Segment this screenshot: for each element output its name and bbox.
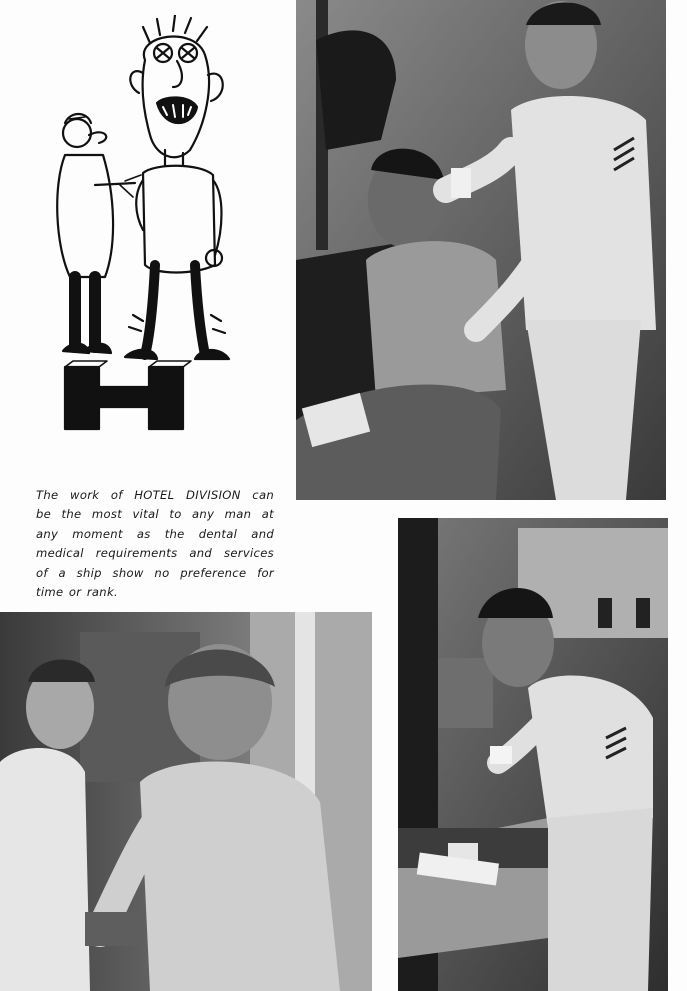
photo-dental-office xyxy=(0,612,372,991)
caption-line: of a ship show no preference for xyxy=(36,565,274,580)
caption-line: be the most vital to any man at xyxy=(36,507,274,522)
caption-text xyxy=(36,486,274,602)
photo-sick-bay-treatment-image xyxy=(296,0,666,500)
caption-line: The work of HOTEL DIVISION can xyxy=(36,488,274,502)
photo-pharmacy-corpsman-image xyxy=(398,518,668,991)
caption-line: any moment as the dental and xyxy=(36,526,274,541)
photo-dental-office-image xyxy=(0,612,372,991)
caption-line: time or rank. xyxy=(36,585,118,600)
caption-line: medical requirements and services xyxy=(36,546,274,561)
cartoon-drawing xyxy=(25,15,260,440)
photo-sick-bay-treatment xyxy=(296,0,666,500)
photo-pharmacy-corpsman xyxy=(398,518,668,991)
cartoon-illustration xyxy=(25,15,260,440)
